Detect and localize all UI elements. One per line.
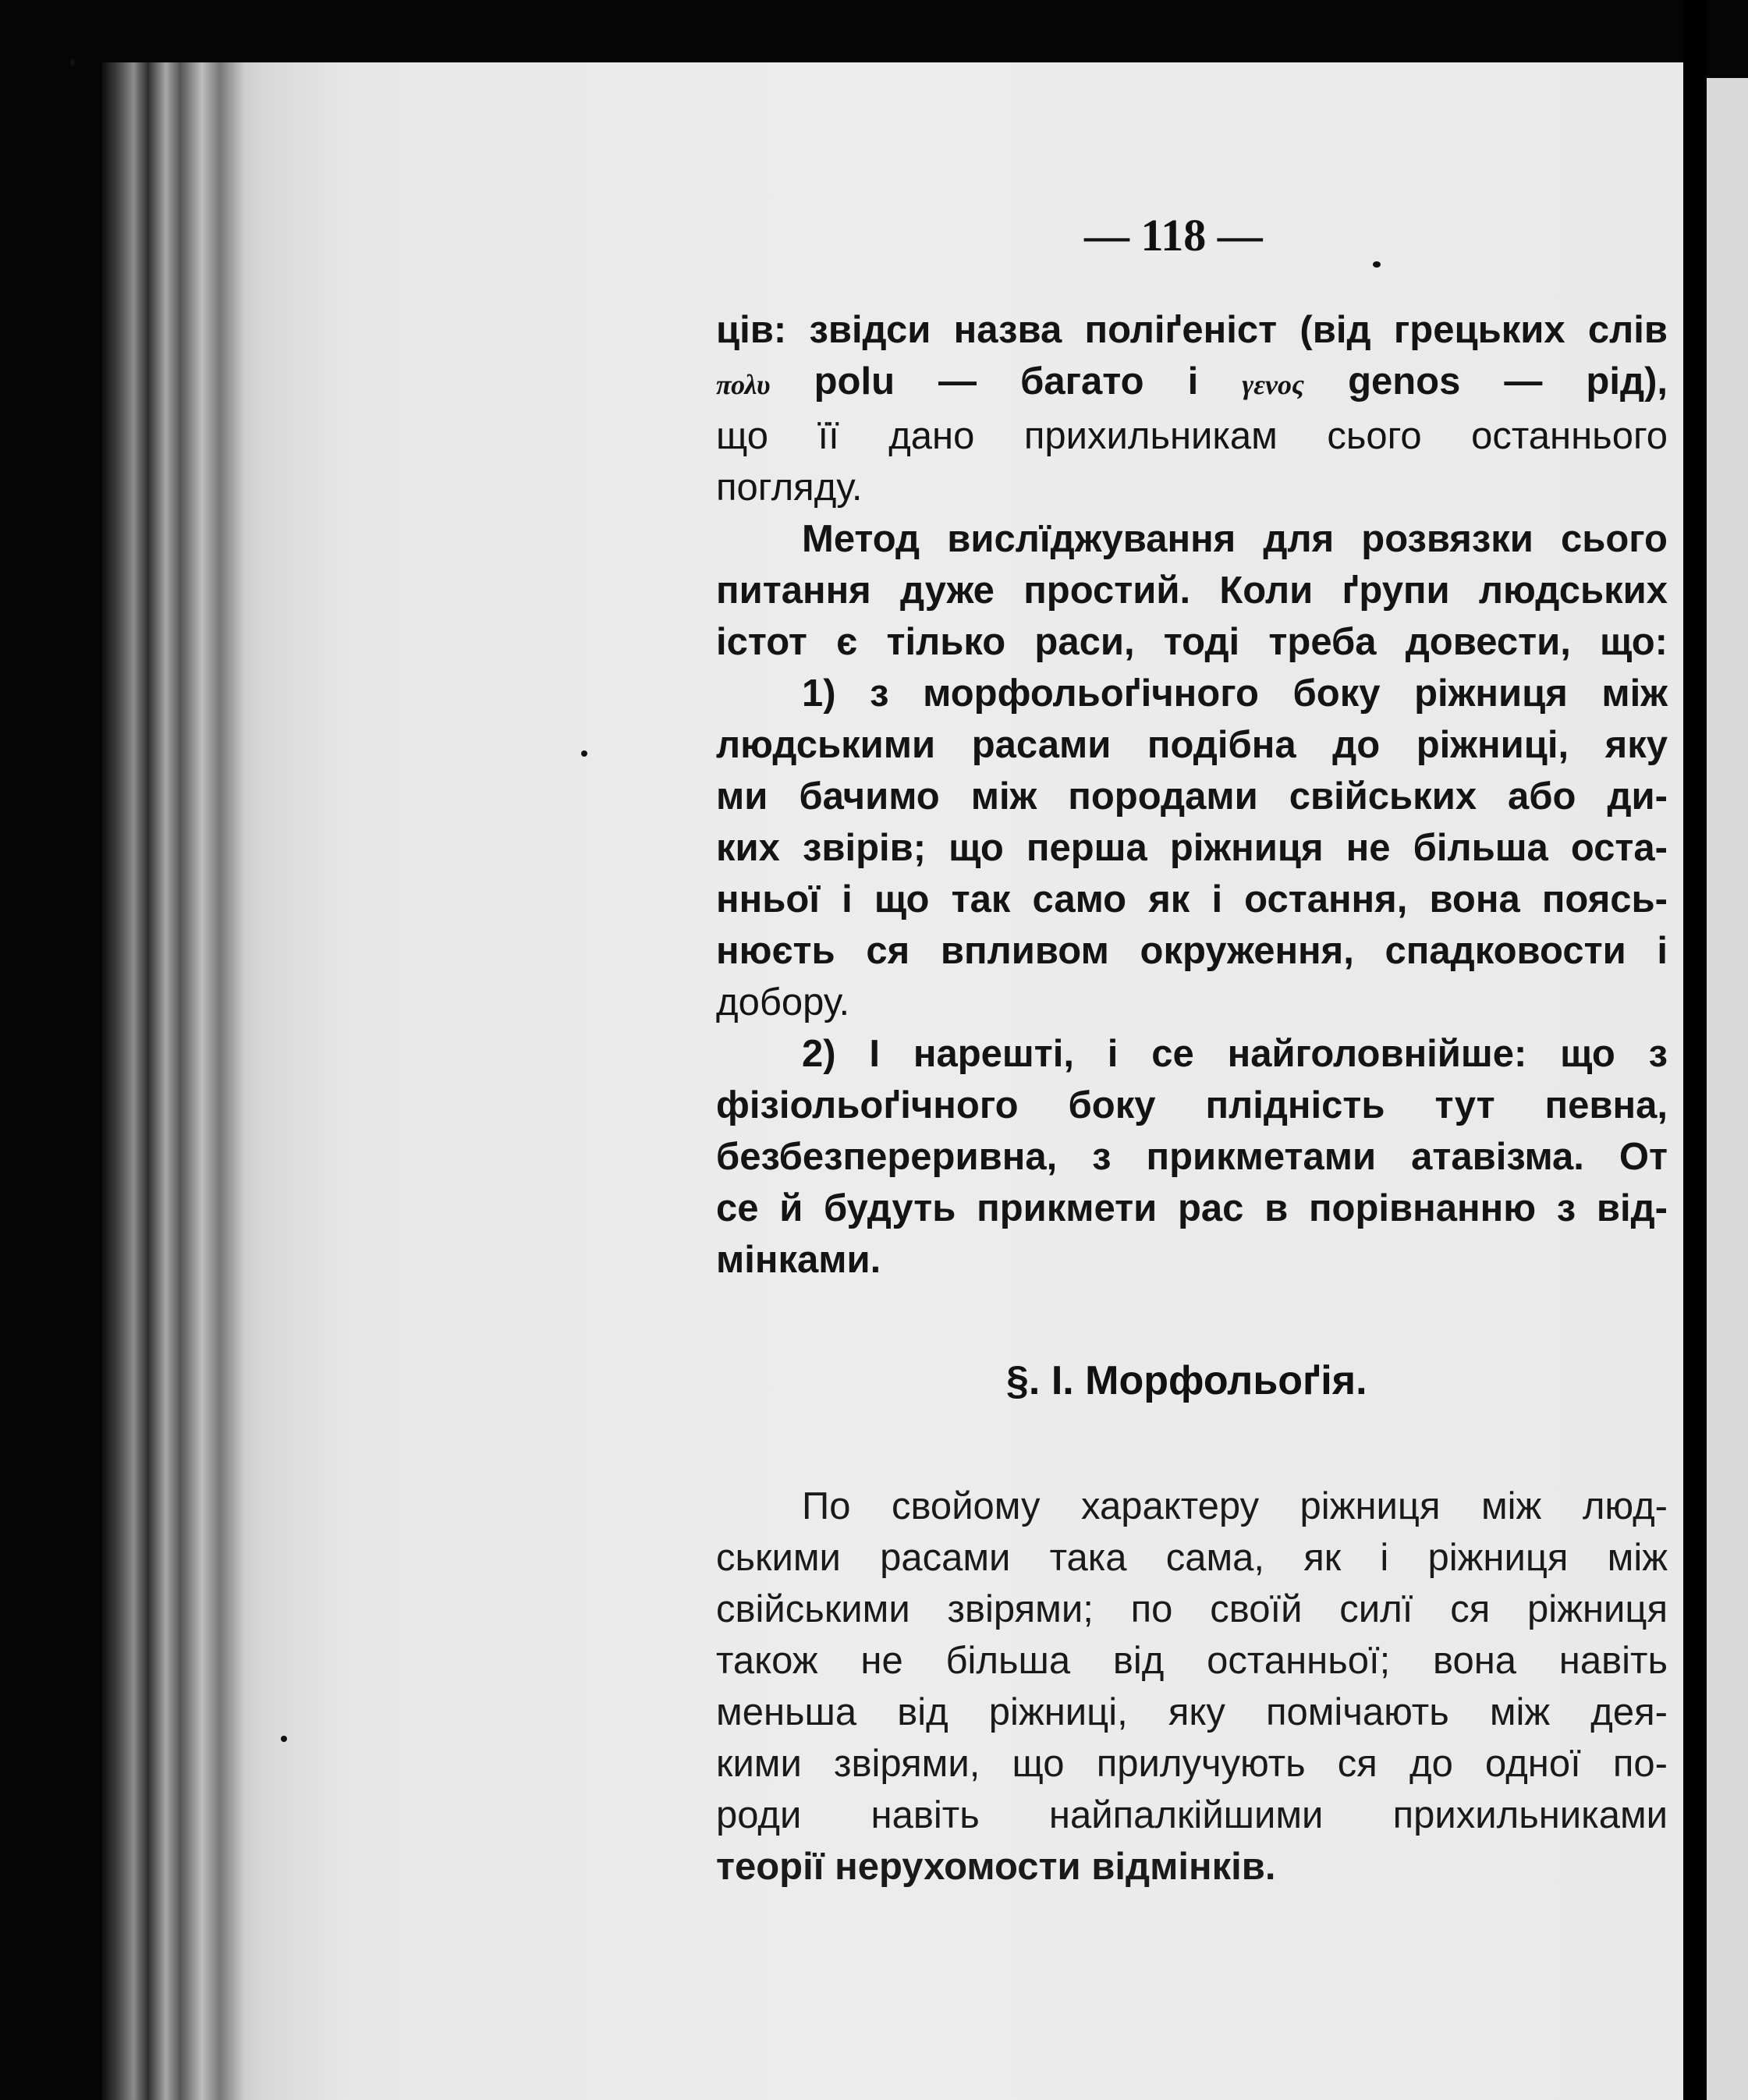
text-line: людськими расами подібна до ріжниці, яку (716, 724, 1668, 766)
scan-speck (581, 750, 587, 757)
text-line: що її дано прихильникам сього останнього (716, 415, 1668, 457)
text-line: ких звірів; що перша ріжниця не більша оста- (716, 827, 1668, 869)
text-line: також не більша від останньої; вона навіть (716, 1640, 1668, 1682)
book-page-edges (101, 62, 281, 2100)
text-line: фізіольоґічного боку плідність тут певна, (716, 1084, 1668, 1126)
text-line: свійськими звірями; по своїй силї ся ріжниця (716, 1588, 1668, 1630)
text-line: се й будуть прикмети рас в порівнанню з від- (716, 1187, 1668, 1229)
text-line: ськими расами така сама, як і ріжниця між (716, 1537, 1668, 1579)
paragraph-5 (716, 1481, 1668, 1892)
scan-speck (70, 59, 75, 66)
scan-speck (281, 1736, 287, 1742)
next-page-edge (1707, 78, 1748, 2100)
text-line: Метод вислїджування для розвязки сього (802, 518, 1668, 560)
section-heading: §. I. Морфольоґія. (1006, 1358, 1367, 1403)
text-line: кими звірями, що прилучують ся до одної по- (716, 1743, 1668, 1785)
page-number: — 118 — (1084, 210, 1263, 261)
body-text-bottom (716, 1481, 1668, 1892)
paragraph-3 (716, 668, 1668, 1028)
text-line: мінками. (716, 1239, 881, 1281)
text-fragment: polu — багато і (814, 360, 1199, 403)
text-line: питання дуже простий. Коли ґрупи людських (716, 569, 1668, 612)
text-line: 1) з морфольоґічного боку ріжниця між (802, 672, 1668, 715)
body-text-top (716, 304, 1668, 1286)
text-line: істот є тілько раси, тоді треба довести, що: (716, 621, 1668, 663)
text-line: По свойому характеру ріжниця між люд- (802, 1485, 1668, 1527)
text-line: ців: звідси назва поліґеніст (від грецьких слів (716, 309, 1668, 351)
text-line-greek (716, 356, 1668, 410)
paragraph-2 (716, 513, 1668, 668)
text-line: меньша від ріжниці, яку помічають між дея- (716, 1691, 1668, 1733)
text-fragment: genos — рід), (1348, 360, 1668, 403)
text-line: 2) І нарешті, і се найголовнійше: що з (802, 1033, 1668, 1075)
text-line: роди навіть найпалкійшими прихильниками (716, 1794, 1668, 1836)
scan-speck (1373, 261, 1381, 268)
text-line: нньої і що так само як і остання, вона поясь- (716, 878, 1668, 921)
text-line: нюєть ся впливом окруження, спадковости і (716, 930, 1668, 972)
text-line: добору. (716, 981, 850, 1023)
text-line: ми бачимо між породами свійських або ди- (716, 775, 1668, 818)
text-line: безбезпереривна, з прикметами атавізма. От (716, 1136, 1668, 1178)
paragraph-1 (716, 304, 1668, 513)
text-line: теорії нерухомости відмінків. (716, 1846, 1276, 1888)
paragraph-4 (716, 1028, 1668, 1286)
greek-word: γενος (1242, 369, 1305, 400)
gutter-shadow (1683, 0, 1707, 2100)
greek-word: πολυ (716, 369, 771, 400)
text-line: погляду. (716, 466, 863, 509)
